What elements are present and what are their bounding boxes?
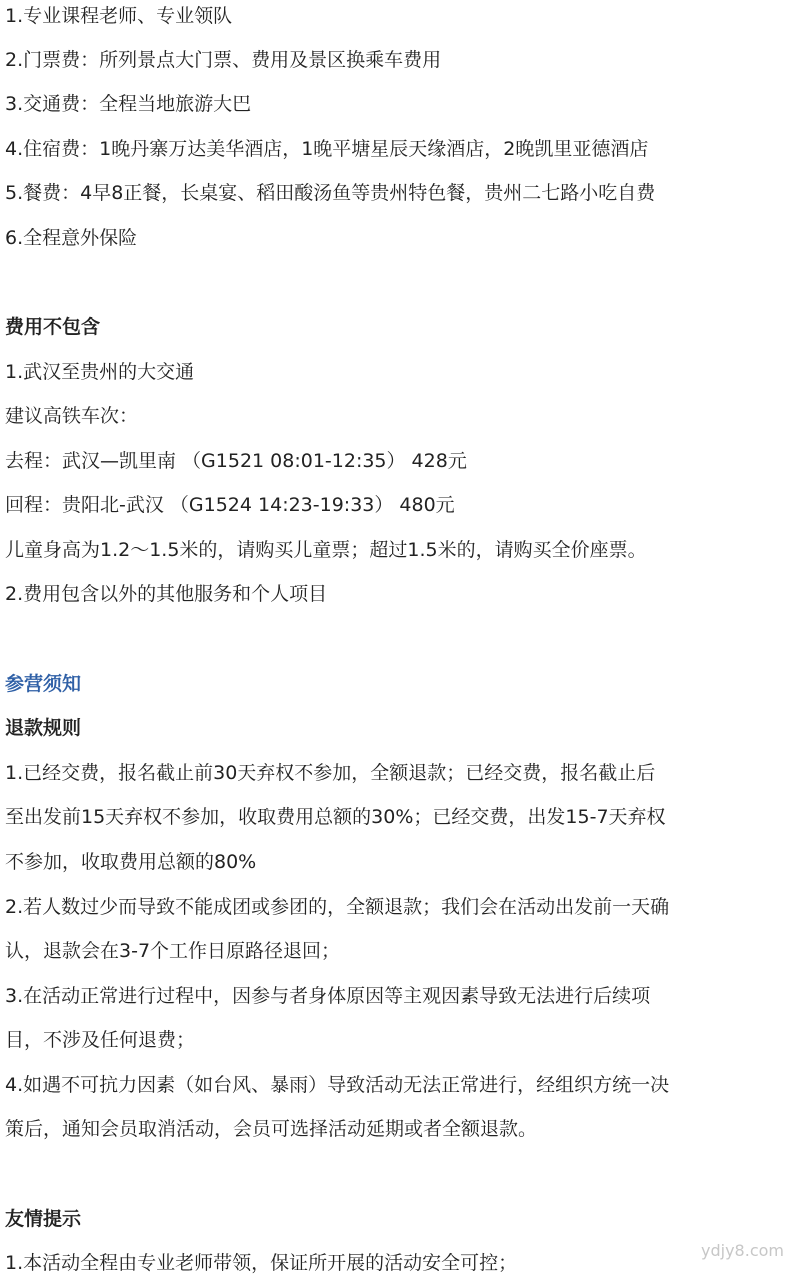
excluded-line-1: 1.武汉至贵州的大交通 xyxy=(5,361,195,383)
excluded-line-5: 儿童身高为1.2～1.5米的，请购买儿童票；超过1.5米的，请购买全价座票。 xyxy=(5,539,647,561)
refund-heading: 退款规则 xyxy=(5,717,82,739)
excluded-line-4: 回程：贵阳北-武汉 （G1524 14:23-19:33） 480元 xyxy=(5,494,455,516)
refund-line-8: 4.如遇不可抗力因素（如台风、暴雨）导致活动无法正常进行，经组织方统一决 xyxy=(5,1074,670,1096)
refund-line-9: 策后，通知会员取消活动，会员可选择活动延期或者全额退款。 xyxy=(5,1118,538,1140)
refund-line-4: 2.若人数过少而导致不能成团或参团的，全额退款；我们会在活动出发前一天确 xyxy=(5,896,670,918)
excluded-line-6: 2.费用包含以外的其他服务和个人项目 xyxy=(5,583,328,605)
notice-heading: 参营须知 xyxy=(5,673,82,695)
refund-line-2: 至出发前15天弃权不参加，收取费用总额的30%；已经交费，出发15-7天弃权 xyxy=(5,806,666,828)
included-item-4: 4.住宿费：1晚丹寨万达美华酒店，1晚平塘星辰天缘酒店，2晚凯里亚德酒店 xyxy=(5,138,649,160)
excluded-line-2: 建议高铁车次： xyxy=(5,405,139,427)
watermark: ydjy8.com xyxy=(701,1241,784,1260)
refund-line-5: 认，退款会在3-7个工作日原路径退回； xyxy=(5,940,341,962)
tips-heading: 友情提示 xyxy=(5,1208,82,1230)
included-item-2: 2.门票费：所列景点大门票、费用及景区换乘车费用 xyxy=(5,49,442,71)
included-item-5: 5.餐费：4早8正餐，长桌宴、稻田酸汤鱼等贵州特色餐，贵州二七路小吃自费 xyxy=(5,182,656,204)
included-item-1: 1.专业课程老师、专业领队 xyxy=(5,5,233,27)
refund-line-7: 目，不涉及任何退费； xyxy=(5,1029,196,1051)
tips-line-1: 1.本活动全程由专业老师带领，保证所开展的活动安全可控； xyxy=(5,1252,518,1274)
refund-line-3: 不参加，收取费用总额的80% xyxy=(5,851,257,873)
excluded-heading: 费用不包含 xyxy=(5,316,101,338)
excluded-line-3: 去程：武汉—凯里南 （G1521 08:01-12:35） 428元 xyxy=(5,450,467,472)
included-item-6: 6.全程意外保险 xyxy=(5,227,138,249)
included-item-3: 3.交通费：全程当地旅游大巴 xyxy=(5,93,252,115)
refund-line-6: 3.在活动正常进行过程中，因参与者身体原因等主观因素导致无法进行后续项 xyxy=(5,985,651,1007)
refund-line-1: 1.已经交费，报名截止前30天弃权不参加，全额退款；已经交费，报名截止后 xyxy=(5,762,656,784)
